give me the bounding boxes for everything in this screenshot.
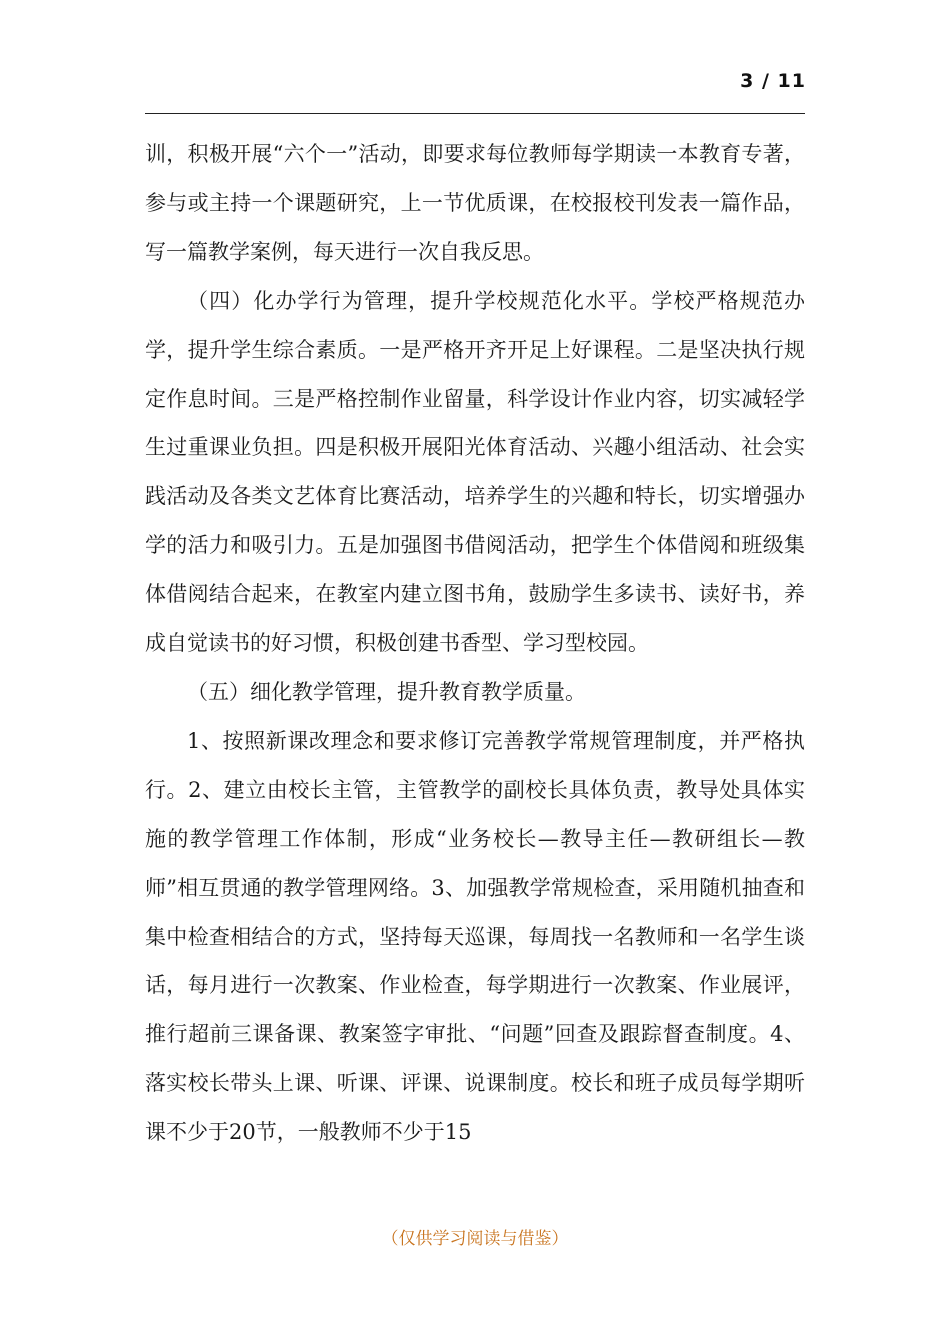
page-number: 3 / 11 [740, 70, 806, 92]
paragraph-continuation: 训，积极开展“六个一”活动，即要求每位教师每学期读一本教育专著，参与或主持一个课题研究，上一节优质课，在校报校刊发表一篇作品，写一篇教学案例，每天进行一次自我反思。 [145, 142, 805, 264]
paragraph-section-five-heading: （五）细化教学管理，提升教育教学质量。 [187, 679, 586, 704]
header-divider [145, 113, 805, 114]
paragraph-section-five-body: 1、按照新课改理念和要求修订完善教学常规管理制度，并严格执行。2、建立由校长主管，主管教学的副校长具体负责，教导处具体实施的教学管理工作体制，形成“业务校长—教导主任—教研组长—教师”相互贯通的教学管理网络。3、加强教学常规检查，采用随机抽查和集中检查相结合的方式，坚持每天巡课，每周找一名教师和一名学生谈话，每月进行一次教案、作业检查，每学期进行一次教案、作业展评，推行超前三课备课、教案签字审批、“问题”回查及跟踪督查制度。4、落实校长带头上课、听课、评课、说课制度。校长和班子成员每学期听课不少于20节，一般教师不少于15 [145, 728, 805, 1145]
document-body [145, 130, 805, 1157]
paragraph-section-four: （四）化办学行为管理，提升学校规范化水平。学校严格规范办学，提升学生综合素质。一是严格开齐开足上好课程。二是坚决执行规定作息时间。三是严格控制作业留量，科学设计作业内容，切实减轻学生过重课业负担。四是积极开展阳光体育活动、兴趣小组活动、社会实践活动及各类文艺体育比赛活动，培养学生的兴趣和特长，切实增强办学的活力和吸引力。五是加强图书借阅活动，把学生个体借阅和班级集体借阅结合起来，在教室内建立图书角，鼓励学生多读书、读好书，养成自觉读书的好习惯，积极创建书香型、学习型校园。 [145, 288, 805, 656]
footer-disclaimer: （仅供学习阅读与借鉴） [381, 1229, 569, 1249]
